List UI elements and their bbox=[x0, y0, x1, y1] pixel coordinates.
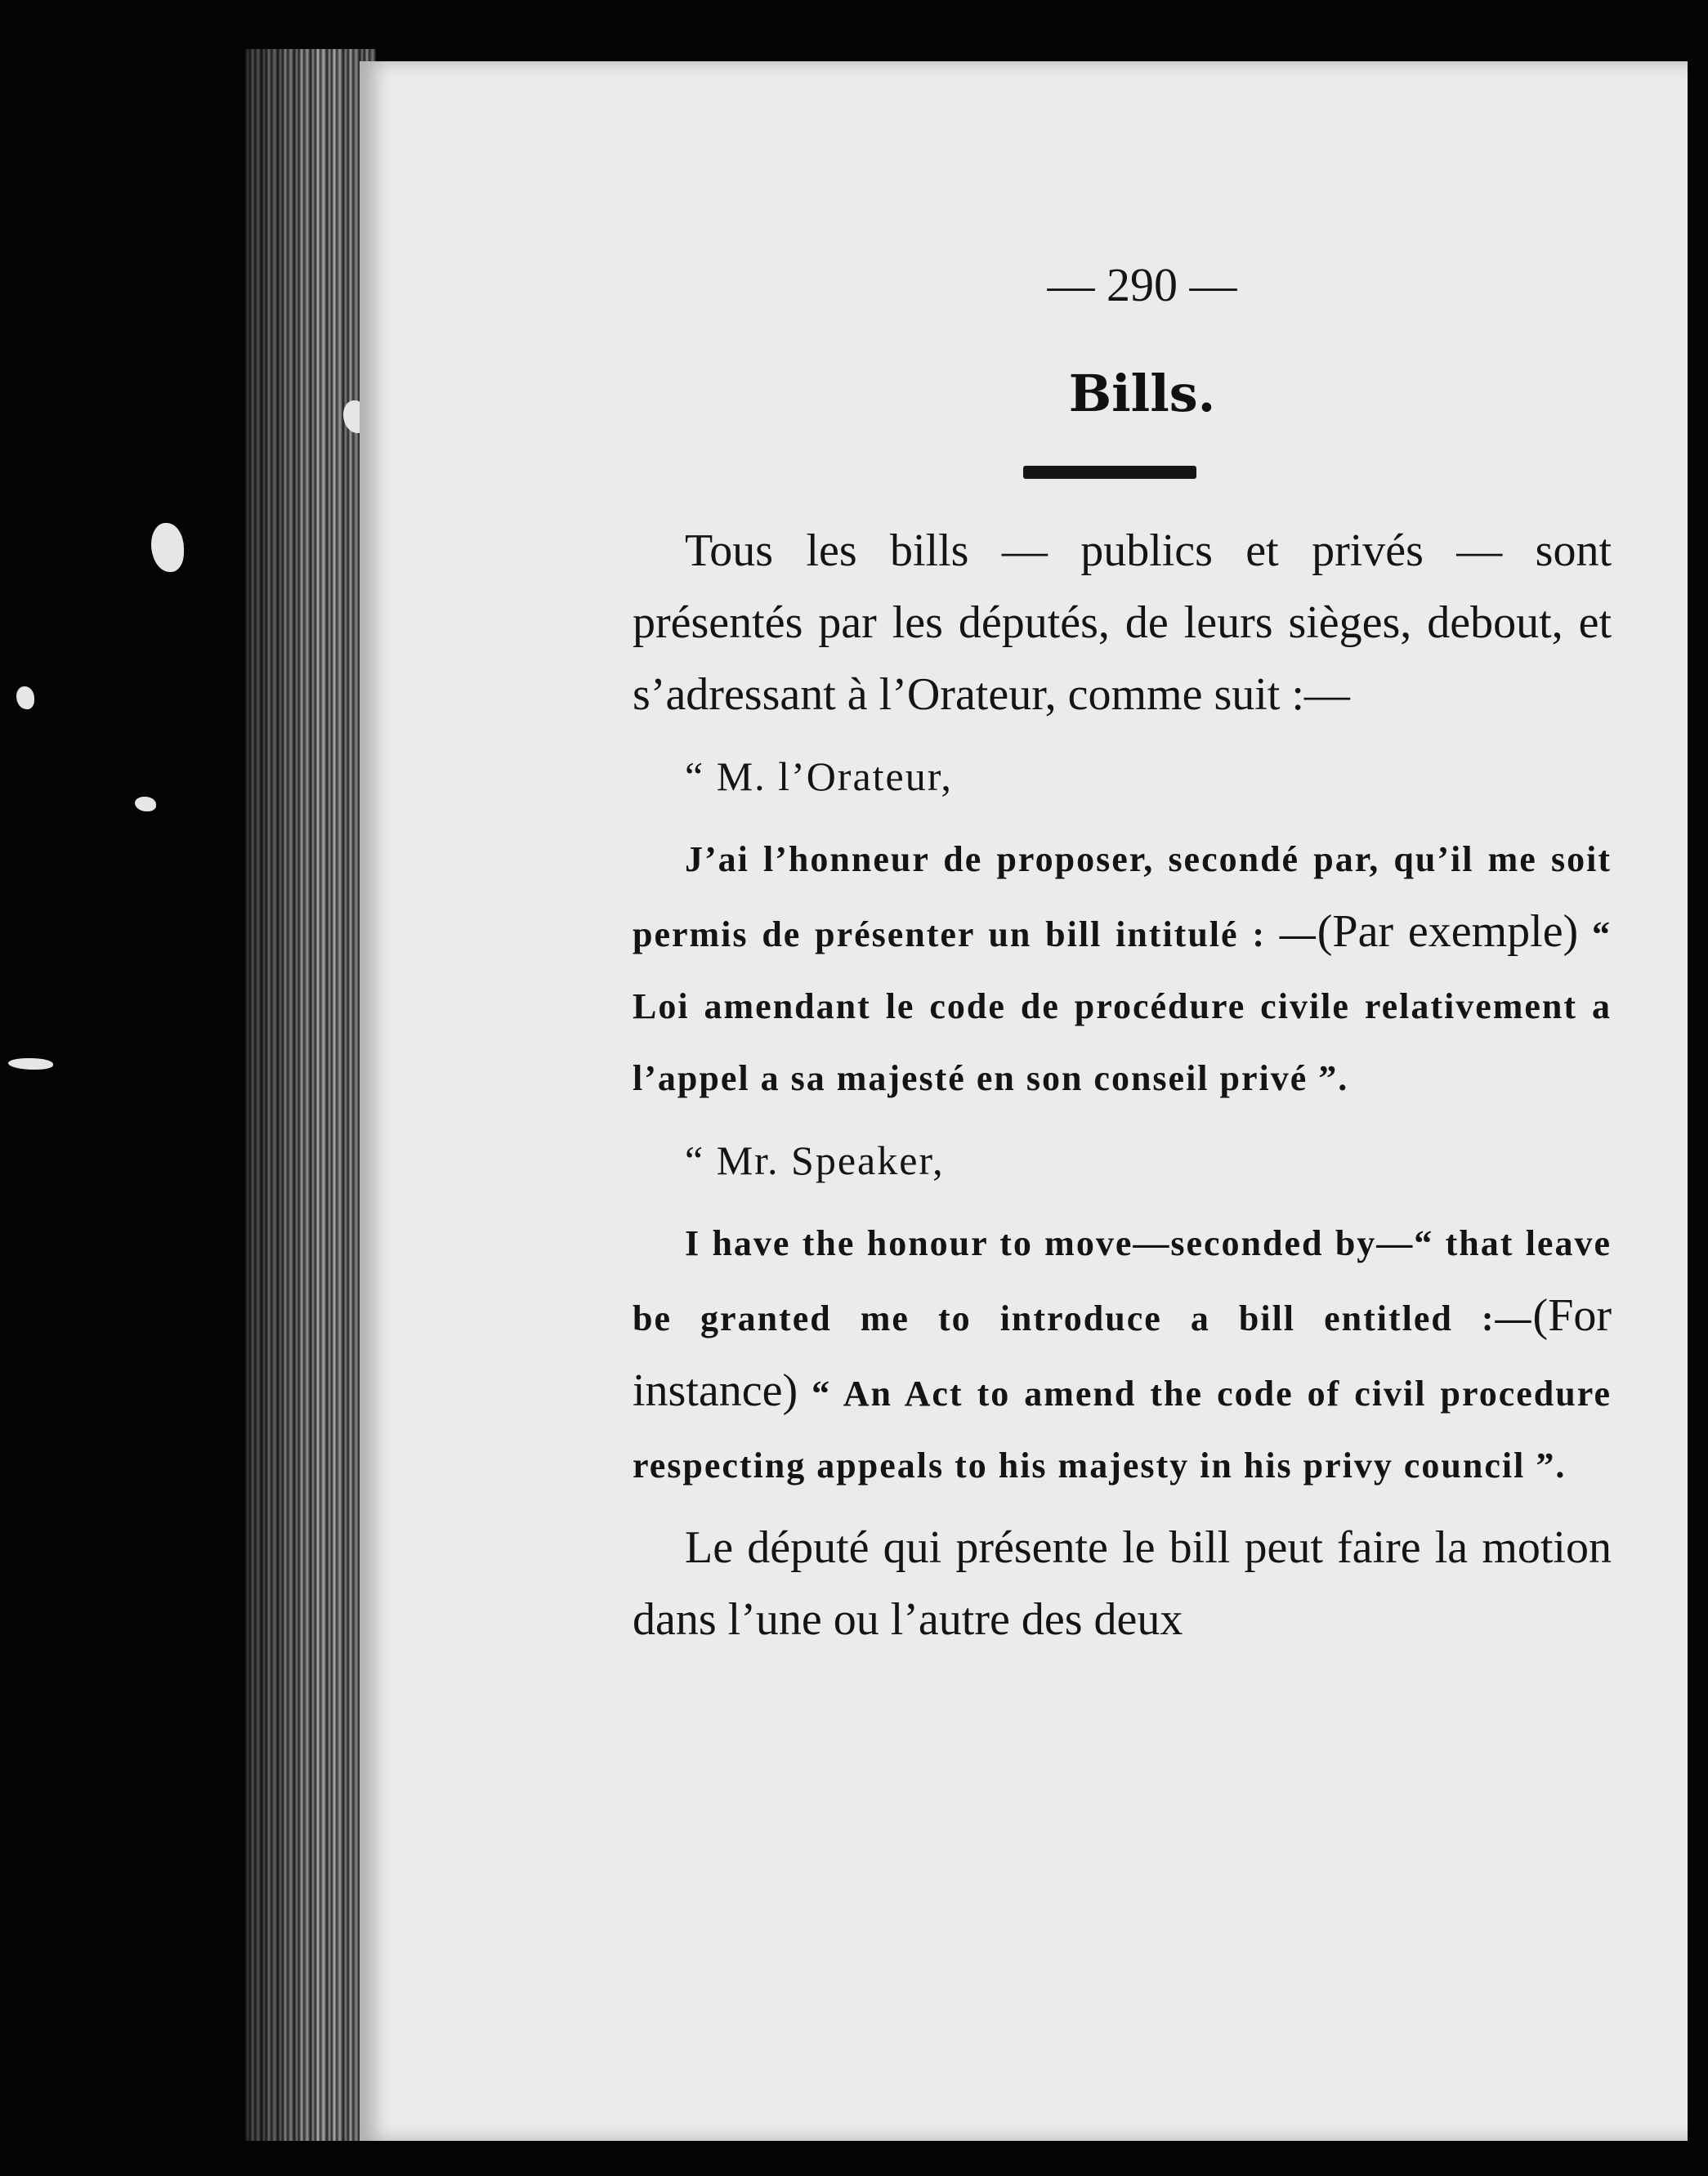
address-french-text: “ M. l’Orateur, bbox=[685, 753, 953, 799]
dust-speck bbox=[151, 523, 184, 572]
address-french bbox=[633, 740, 1612, 812]
dust-speck bbox=[8, 1058, 53, 1070]
motion-french-example: (Par exemple) bbox=[1317, 906, 1579, 957]
motion-english bbox=[633, 1208, 1612, 1502]
dust-speck bbox=[135, 797, 156, 811]
motion-english-example: (For instance) bbox=[633, 1290, 1612, 1416]
dust-speck bbox=[16, 686, 34, 709]
heading-rule bbox=[1023, 466, 1196, 479]
page-number: — 290 — bbox=[1047, 258, 1237, 311]
motion-english-part1: I have the honour to move—seconded by—“ that leave be granted me to introduce a bill entitled :— bbox=[633, 1223, 1612, 1338]
motion-french-part1: J’ai l’honneur de proposer, secondé par, qu’il me soit permis de présenter un bill intitulé : — bbox=[633, 839, 1612, 954]
intro-paragraph: Tous les bills — publics et privés — sont présentés par les députés, de leurs sièges, debout, et s’adressant à l’Orateur, comme suit :— bbox=[633, 525, 1612, 720]
motion-french-part2: “ Loi amendant le code de procédure civile relativement a l’appel a sa majesté en son conseil privé ”. bbox=[633, 914, 1612, 1098]
section-heading: Bills. bbox=[1068, 364, 1216, 423]
address-english bbox=[633, 1124, 1612, 1196]
page-body bbox=[633, 515, 1612, 1665]
gutter-shadow bbox=[245, 49, 376, 2141]
closing-paragraph: Le député qui présente le bill peut faire la motion dans l’une ou l’autre des deux bbox=[633, 1522, 1612, 1645]
book-page bbox=[360, 61, 1688, 2141]
motion-french bbox=[633, 824, 1612, 1115]
motion-english-part2: “ An Act to amend the code of civil procedure respecting appeals to his majesty in his privy council ”. bbox=[633, 1374, 1612, 1486]
address-english-text: “ Mr. Speaker, bbox=[685, 1137, 945, 1183]
